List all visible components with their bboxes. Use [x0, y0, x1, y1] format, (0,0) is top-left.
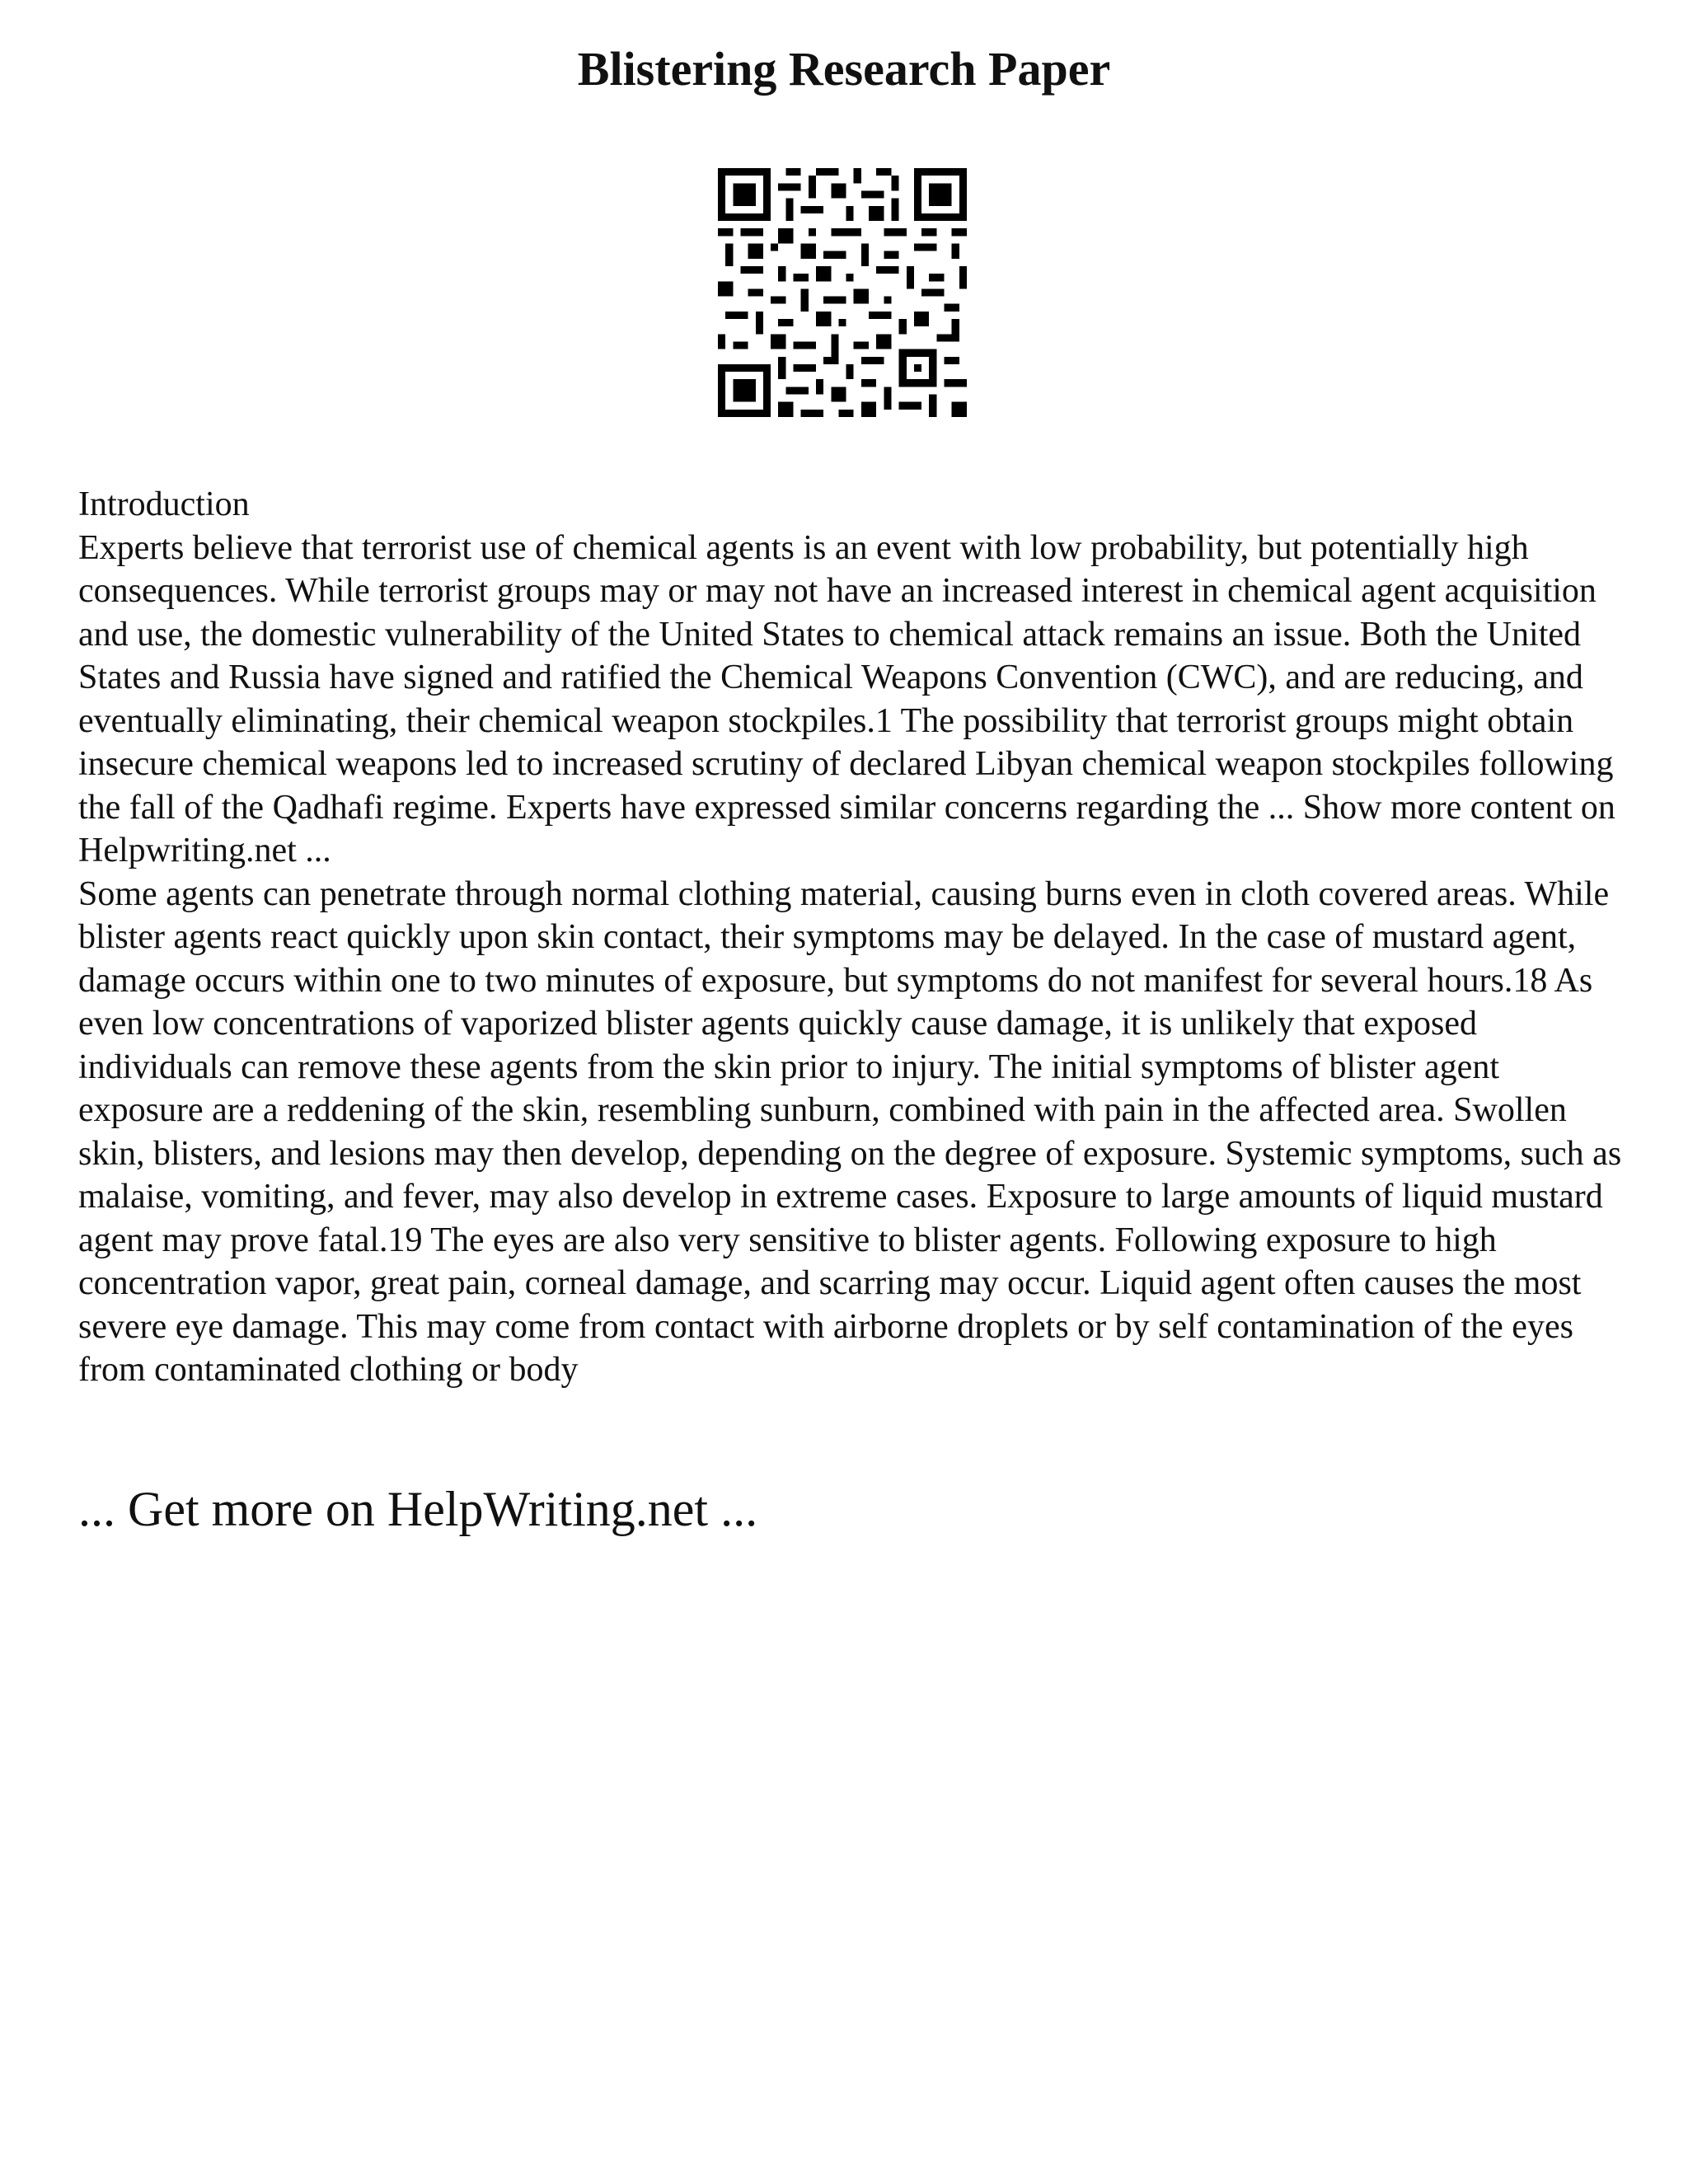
- paragraph-intro: Experts believe that terrorist use of chemical agents is an event with low probability, but potentially high consequences. While terrorist groups may or may not have an increased interest in chemical agent acquisition and use, the domestic vulnerability of the United States to chemical attack remains an issue. Both the United States and Russia have signed and ratified the Chemical Weapons Convention (CWC), and are reducing, and eventually eliminating, their chemical weapon stockpiles.1 The possibility that terrorist groups might obtain insecure chemical weapons led to increased scrutiny of declared Libyan chemical weapon stockpiles following the fall of the Qadhafi regime. Experts have expressed similar concerns regarding the ... Show more content on Helpwriting.net ...: [78, 528, 1615, 869]
- section-heading: Introduction: [78, 485, 250, 523]
- page-title: Blistering Research Paper: [577, 42, 1111, 96]
- qr-code-icon[interactable]: [718, 168, 967, 417]
- paragraph-symptoms: Some agents can penetrate through normal clothing material, causing burns even in cloth covered areas. While blister agents react quickly upon skin contact, their symptoms may be delayed. In the case of mustard agent, damage occurs within one to two minutes of exposure, but symptoms do not manifest for several hours.18 As even low concentrations of vaporized blister agents quickly cause damage, it is unlikely that exposed individuals can remove these agents from the skin prior to injury. The initial symptoms of blister agent exposure are a reddening of the skin, resembling sunburn, combined with pain in the affected area. Swollen skin, blisters, and lesions may then develop, depending on the degree of exposure. Systemic symptoms, such as malaise, vomiting, and fever, may also develop in extreme cases. Exposure to large amounts of liquid mustard agent may prove fatal.19 The eyes are also very sensitive to blister agents. Following exposure to high concentration vapor, great pain, corneal damage, and scarring may occur. Liquid agent often causes the most severe eye damage. This may come from contact with airborne droplets or by self contamination of the eyes from contaminated clothing or body: [78, 874, 1622, 1389]
- get-more-link[interactable]: ... Get more on HelpWriting.net ...: [78, 1482, 758, 1536]
- article-body: [78, 483, 1628, 1392]
